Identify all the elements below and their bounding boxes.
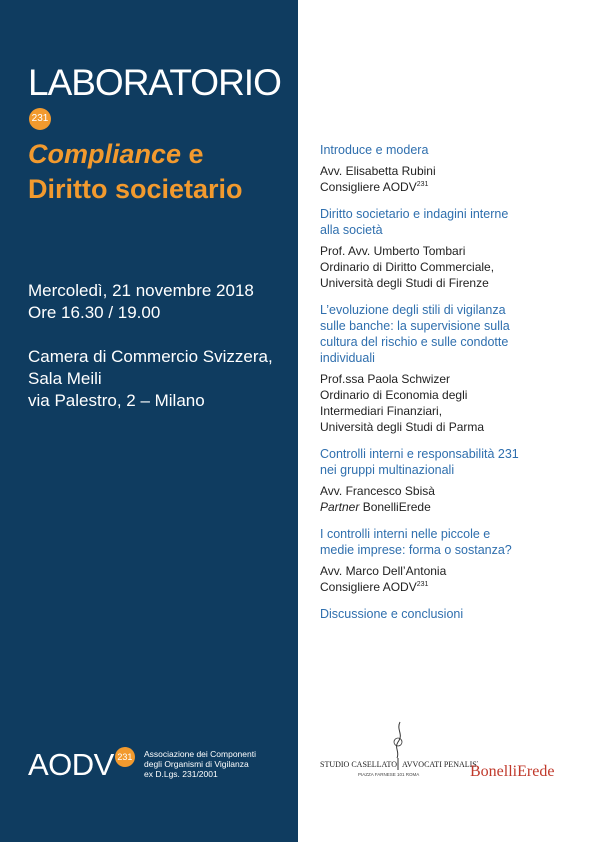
speaker-line [320, 387, 575, 403]
aodv-name: AODV [28, 747, 114, 782]
program-heading-line: Diritto societario e indagini interne [320, 207, 509, 221]
speaker-line [320, 243, 575, 259]
program-speaker [320, 243, 575, 291]
program-heading-line: Controlli interni e responsabilità 231 [320, 447, 519, 461]
program-heading-line: nei gruppi multinazionali [320, 463, 455, 477]
partner-firm: BonelliErede [359, 500, 431, 514]
speaker-text: Avv. Francesco Sbisà [320, 484, 435, 498]
topic-line-1 [28, 137, 243, 172]
program-heading-line: alla società [320, 223, 383, 237]
venue-line-1: Camera di Commercio Svizzera, [28, 347, 273, 366]
program-list [320, 142, 575, 633]
casellato-name-right: AVVOCATI PENALISTI [402, 760, 478, 769]
speaker-line [320, 179, 575, 195]
aodv-logo [28, 745, 135, 785]
topic-rest: e [181, 139, 204, 169]
program-item [320, 302, 575, 435]
program-heading [320, 142, 575, 158]
program-heading-line: Introduce e modera [320, 143, 429, 157]
aodv-superscript: 231 [416, 581, 429, 588]
casellato-name-left: STUDIO CASELLATO [320, 760, 397, 769]
event-topic [28, 137, 243, 207]
program-speaker [320, 163, 575, 195]
program-item [320, 206, 575, 291]
speaker-text: Ordinario di Economia degli [320, 388, 468, 402]
speaker-line [320, 163, 575, 179]
program-heading [320, 446, 575, 478]
bonellierede-logo: BonelliErede [470, 763, 555, 780]
program-speaker [320, 563, 575, 595]
speaker-line [320, 403, 575, 419]
program-item [320, 446, 575, 515]
laboratorio-badge: 231 [29, 108, 51, 130]
program-heading [320, 302, 575, 366]
aodv-desc-line: Associazione dei Componenti [144, 749, 256, 759]
casellato-emblem-icon [318, 720, 478, 780]
program-heading-line: I controlli interni nelle piccole e [320, 527, 491, 541]
speaker-line [320, 499, 575, 515]
aodv-description [144, 749, 294, 779]
aodv-badge: 231 [115, 747, 135, 767]
aodv-desc-line: degli Organismi di Vigilanza [144, 759, 249, 769]
speaker-text: Prof.ssa Paola Schwizer [320, 372, 451, 386]
speaker-text: Prof. Avv. Umberto Tombari [320, 244, 466, 258]
program-heading-line: medie imprese: forma o sostanza? [320, 543, 512, 557]
program-speaker [320, 483, 575, 515]
program-heading [320, 206, 575, 238]
speaker-text: Avv. Marco Dell’Antonia [320, 564, 447, 578]
program-item [320, 526, 575, 595]
speaker-line [320, 579, 575, 595]
program-speaker [320, 371, 575, 435]
speaker-line [320, 563, 575, 579]
partner-label: Partner [320, 500, 360, 514]
right-panel [298, 0, 595, 842]
event-venue [28, 346, 273, 412]
program-heading-line: cultura del rischio e sulle condotte [320, 335, 509, 349]
speaker-text: Consigliere AODV [320, 580, 417, 594]
event-date [28, 280, 254, 324]
time-line: Ore 16.30 / 19.00 [28, 303, 161, 322]
program-heading-line: individuali [320, 351, 375, 365]
speaker-text: Intermediari Finanziari, [320, 404, 443, 418]
program-heading-line: L’evoluzione degli stili di vigilanza [320, 303, 506, 317]
program-heading [320, 526, 575, 558]
casellato-logo [318, 720, 478, 780]
speaker-text: Consigliere AODV [320, 180, 417, 194]
topic-italic: Compliance [28, 139, 182, 169]
venue-line-3: via Palestro, 2 – Milano [28, 391, 205, 410]
speaker-line [320, 419, 575, 435]
program-item [320, 606, 575, 622]
speaker-text: Avv. Elisabetta Rubini [320, 164, 436, 178]
topic-line-2: Diritto societario [28, 174, 243, 204]
laboratorio-text: LABORATORIO [28, 62, 281, 103]
speaker-text: Università degli Studi di Firenze [320, 276, 489, 290]
aodv-superscript: 231 [416, 181, 429, 188]
speaker-line [320, 275, 575, 291]
venue-line-2: Sala Meili [28, 369, 102, 388]
speaker-line [320, 371, 575, 387]
program-heading-line: Discussione e conclusioni [320, 607, 464, 621]
speaker-text: Università degli Studi di Parma [320, 420, 485, 434]
aodv-desc-line: ex D.Lgs. 231/2001 [144, 769, 218, 779]
speaker-line [320, 259, 575, 275]
speaker-line [320, 483, 575, 499]
program-heading-line: sulle banche: la supervisione sulla [320, 319, 510, 333]
date-line: Mercoledì, 21 novembre 2018 [28, 281, 254, 300]
speaker-text: Ordinario di Diritto Commerciale, [320, 260, 495, 274]
program-item [320, 142, 575, 195]
program-heading [320, 606, 575, 622]
casellato-address: PIAZZA FARNESE 101 ROMA [358, 772, 420, 777]
